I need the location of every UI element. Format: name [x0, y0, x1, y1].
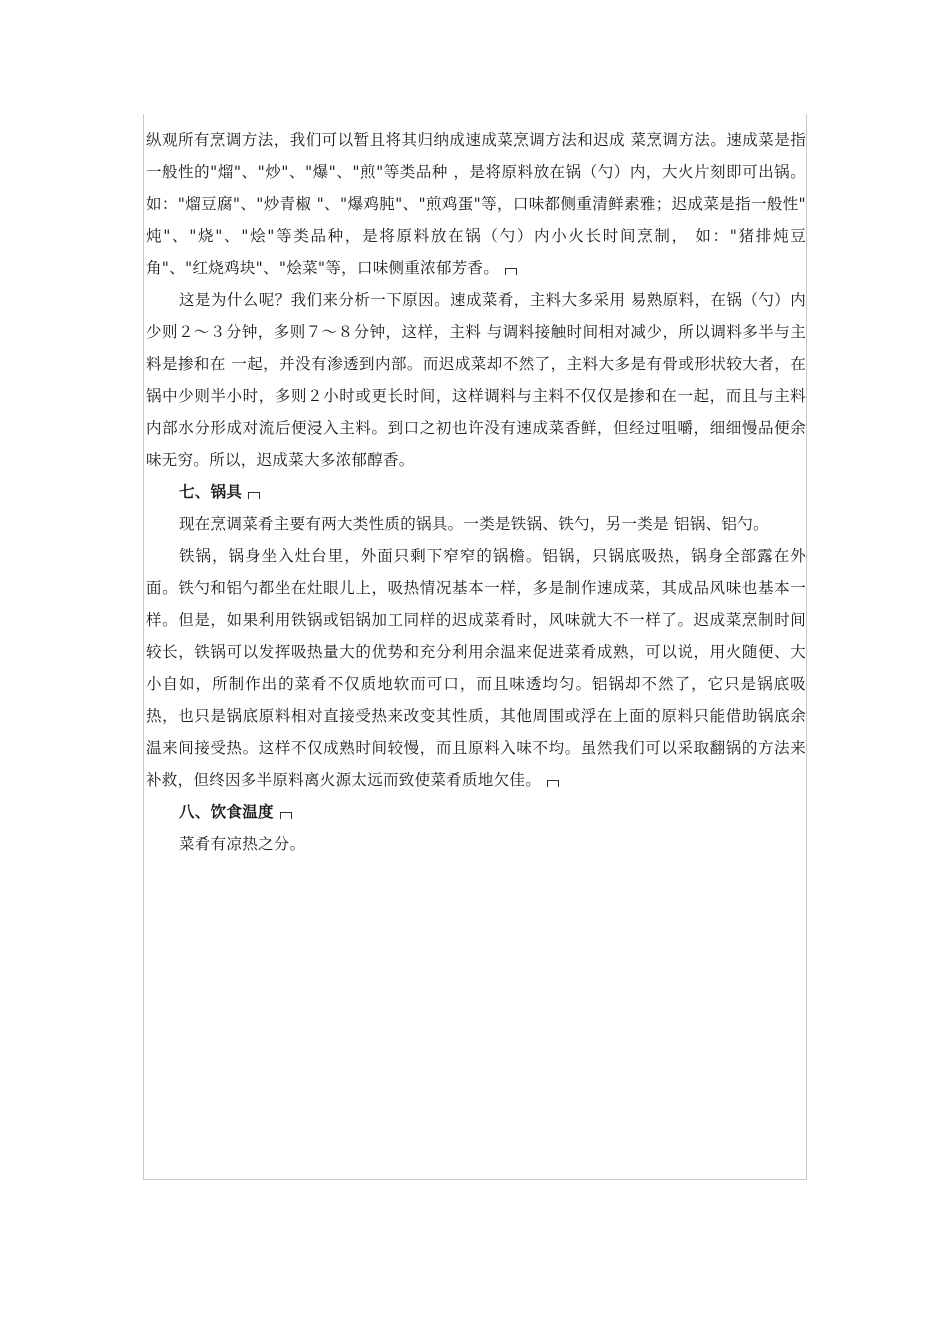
paragraph-mark-icon	[280, 812, 292, 819]
paragraph-analysis	[146, 284, 806, 476]
paragraph-text: 铁锅，锅身坐入灶台里，外面只剩下窄窄的锅檐。铝锅，只锅底吸热，锅身全部露在外面。铁勺和铝勺都坐在灶眼儿上，吸热情况基本一样，多是制作速成菜，其成品风味也基本一样。但是，如果利用铁锅或铝锅加工同样的迟成菜肴时，风味就大不一样了。迟成菜烹制时间较长，铁锅可以发挥吸热量大的优势和充分利用余温来促进菜肴成熟，可以说，用火随便、大小自如，所制作出的菜肴不仅质地软而可口，而且味透均匀。铝锅却不然了，它只是锅底吸热，也只是锅底原料相对直接受热来改变其性质，其他周围或浮在上面的原料只能借助锅底余温来间接受热。这样不仅成熟时间较慢，而且原料入味不均。虽然我们可以采取翻锅的方法来补救，但终因多半原料离火源太远而致使菜肴质地欠佳。	[146, 547, 806, 789]
paragraph-hot-cold	[146, 828, 806, 860]
paragraph-text: 菜肴有凉热之分。	[179, 835, 306, 853]
paragraph-mark-icon	[547, 780, 559, 787]
heading-text: 七、锅具	[179, 482, 243, 501]
paragraph-cooking-methods	[146, 124, 806, 284]
paragraph-text: 纵观所有烹调方法，我们可以暂且将其归纳成速成菜烹调方法和迟成 菜烹调方法。速成菜是指一般性的"熘"、"炒"、"爆"、"煎"等类品种 ，是将原料放在锅（勺）内，大火片刻即可出锅。如："熘豆腐"、"炒青椒 "、"爆鸡肫"、"煎鸡蛋"等，口味都侧重清鲜素雅；迟成菜是指一般性" 炖"、"烧"、"烩"等类品种，是将原料放在锅（勺）内小火长时间烹制， 如："猪排炖豆角"、"红烧鸡块"、"烩菜"等，口味侧重浓郁芳香。	[146, 131, 806, 277]
paragraph-text: 现在烹调菜肴主要有两大类性质的锅具。一类是铁锅、铁勺，另一类是 铝锅、铝勺。	[179, 515, 769, 533]
paragraph-mark-icon	[505, 268, 517, 275]
section-heading-cookware	[146, 476, 806, 508]
paragraph-text: 这是为什么呢？我们来分析一下原因。速成菜肴，主料大多采用 易熟原料，在锅（勺）内少则２～３分钟，多则７～８分钟，这样，主料 与调料接触时间相对减少，所以调料多半与主料是掺和在 一起，并没有渗透到内部。而迟成菜却不然了，主料大多是有骨或形状较大者，在锅中少则半小时，多则２小时或更长时间，这样调料与主料不仅仅是掺和在一起，而且与主料内部水分形成对流后便浸入主料。到口之初也许没有速成菜香鲜，但经过咀嚼，细细慢品便余味无穷。所以，迟成菜大多浓郁醇香。	[146, 291, 806, 469]
paragraph-mark-icon	[248, 492, 260, 499]
paragraph-cookware-types	[146, 508, 806, 540]
document-body	[146, 124, 806, 860]
section-heading-food-temperature	[146, 796, 806, 828]
paragraph-iron-vs-aluminum	[146, 540, 806, 796]
heading-text: 八、饮食温度	[179, 802, 274, 821]
